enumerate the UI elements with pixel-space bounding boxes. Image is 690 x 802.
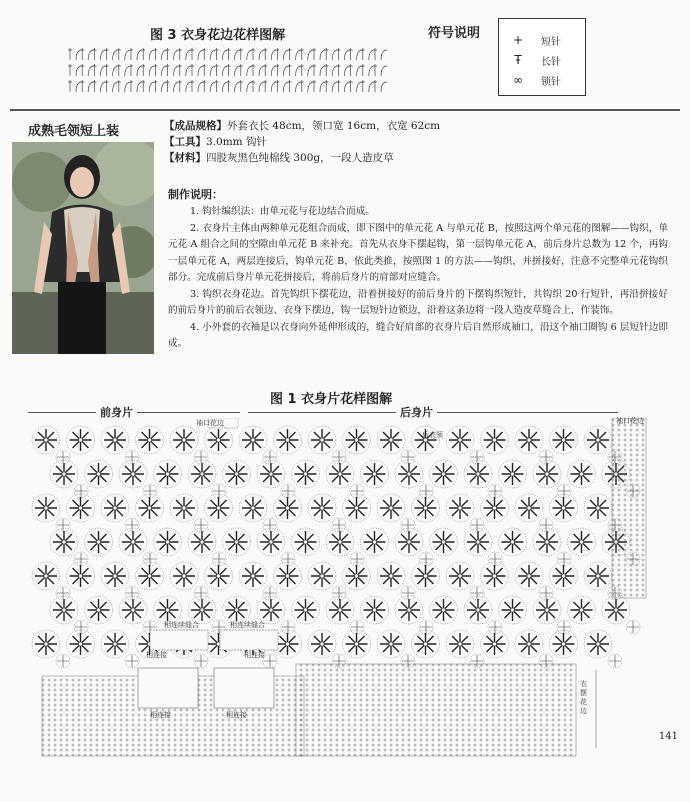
edging-stitch: [202, 48, 216, 60]
edging-stitch: [288, 48, 302, 60]
flower-motif: [550, 494, 578, 522]
filler-motif: [419, 552, 433, 566]
flower-motif: [361, 596, 389, 624]
filler-motif: [539, 586, 553, 600]
flower-motif: [533, 596, 561, 624]
filler-motif: [194, 654, 208, 668]
edging-stitch: [300, 64, 314, 76]
flower-motif: [499, 528, 527, 556]
cuff-edge-label-right: 袖口花边: [616, 417, 644, 425]
flower-motif: [154, 528, 182, 556]
filler-motif: [56, 450, 70, 464]
filler-motif: [488, 484, 502, 498]
flower-motif: [395, 460, 423, 488]
filler-motif: [125, 450, 139, 464]
flower-motif: [205, 562, 233, 590]
edging-stitch: [214, 64, 228, 76]
flower-motif: [308, 630, 336, 658]
edging-stitch: [275, 64, 289, 76]
flower-motif: [50, 460, 78, 488]
back-label: 后身片: [396, 404, 437, 420]
edging-stitch: [349, 48, 363, 60]
flower-motif: [223, 460, 251, 488]
spec-material: 【材料】四股灰黑色纯棉线 300g，一段人造皮草: [164, 152, 394, 164]
filler-motif: [539, 518, 553, 532]
connect-label: 相连接: [244, 651, 265, 659]
filler-motif: [56, 586, 70, 600]
flower-motif: [32, 426, 60, 454]
flower-motif: [568, 596, 596, 624]
flower-motif: [205, 494, 233, 522]
filler-motif: [263, 586, 277, 600]
edging-stitch: [178, 48, 192, 60]
edging-stitch: [336, 64, 350, 76]
instruction-paragraph: 1. 钩针编织法：由单元花与花边结合而成。: [190, 206, 375, 217]
filler-motif: [470, 518, 484, 532]
flower-motif: [568, 528, 596, 556]
filler-motif: [281, 552, 295, 566]
edging-stitch: [227, 48, 241, 60]
flower-motif: [602, 596, 630, 624]
edging-stitch: [324, 80, 338, 92]
filler-motif: [350, 484, 364, 498]
filler-motif: [332, 450, 346, 464]
edging-stitch: [275, 80, 289, 92]
flower-motif: [67, 426, 95, 454]
flower-motif: [584, 630, 612, 658]
flower-motif: [515, 630, 543, 658]
flower-motif: [188, 528, 216, 556]
flower-motif: [119, 528, 147, 556]
filler-motif: [401, 586, 415, 600]
edging-stitch: [239, 64, 253, 76]
flower-motif: [584, 562, 612, 590]
flower-motif: [377, 630, 405, 658]
edging-stitch: [141, 64, 155, 76]
edging-stitch: [349, 64, 363, 76]
edging-stitch: [178, 64, 192, 76]
flower-motif: [188, 460, 216, 488]
edging-stitch: [202, 80, 216, 92]
legend-row: [499, 33, 585, 51]
flower-motif: [464, 460, 492, 488]
flower-motif: [326, 596, 354, 624]
filler-motif: [125, 654, 139, 668]
flower-motif: [377, 562, 405, 590]
edging-stitch: [141, 48, 155, 60]
flower-motif: [223, 528, 251, 556]
section-divider: [10, 109, 680, 111]
filler-motif: [626, 620, 640, 634]
edging-stitch: [117, 48, 131, 60]
flower-motif: [343, 562, 371, 590]
flower-motif: [533, 528, 561, 556]
filler-motif: [401, 518, 415, 532]
edging-stitch: [92, 80, 106, 92]
legend-row: [499, 73, 585, 91]
edging-stitch: [373, 80, 387, 92]
join-seam-label: 相连续缝合: [164, 621, 199, 629]
edging-stitch: [275, 48, 289, 60]
edging-stitch: [190, 48, 204, 60]
flower-motif: [257, 460, 285, 488]
flower-motif: [464, 596, 492, 624]
filler-motif: [419, 484, 433, 498]
edging-stitch: [336, 80, 350, 92]
flower-motif: [308, 494, 336, 522]
flower-motif: [67, 494, 95, 522]
edging-stitch: [251, 64, 265, 76]
edging-stitch: [239, 48, 253, 60]
legend-label: 短针: [541, 37, 561, 48]
filler-motif: [212, 552, 226, 566]
filler-motif: [470, 586, 484, 600]
flower-motif: [67, 630, 95, 658]
figure3-title: 图 3 衣身花边花样图解: [150, 28, 286, 43]
flower-motif: [274, 562, 302, 590]
flower-motif: [515, 494, 543, 522]
flower-motif: [326, 460, 354, 488]
edging-stitch: [117, 64, 131, 76]
flower-motif: [32, 630, 60, 658]
flower-motif: [481, 426, 509, 454]
join-seam-label: 相连续缝合: [230, 621, 265, 629]
flower-motif: [464, 528, 492, 556]
flower-motif: [412, 562, 440, 590]
filler-motif: [143, 484, 157, 498]
flower-motif: [430, 528, 458, 556]
page-number: 141: [658, 731, 678, 742]
edging-stitch: [288, 64, 302, 76]
filler-motif: [263, 518, 277, 532]
flower-motif: [101, 630, 129, 658]
edging-stitch: [361, 80, 375, 92]
flower-motif: [481, 562, 509, 590]
flower-motif: [361, 528, 389, 556]
flower-motif: [412, 630, 440, 658]
t-symbol-icon: Ŧ: [514, 53, 522, 67]
edging-stitch: [373, 48, 387, 60]
legend-row: [499, 53, 585, 71]
edging-stitch: [129, 80, 143, 92]
edging-stitch: [117, 80, 131, 92]
spec-size: 【成品规格】外套衣长 48cm，领口宽 16cm，衣宽 62cm: [164, 120, 441, 132]
flower-motif: [343, 494, 371, 522]
flower-motif: [50, 528, 78, 556]
flower-motif: [533, 460, 561, 488]
flower-motif: [239, 426, 267, 454]
instruction-paragraph: 3. 钩织衣身花边。首先钩织下摆花边，沿着拼接好的前后身片的下摆钩织短针，共钩织 20 行短针，再沿拼接好的前后身片的前后衣领边、衣身下摆边，钩一层短针边锁边，沿着这条边将一段人造皮草缝合上，作装饰。: [168, 288, 668, 316]
flower-motif: [361, 460, 389, 488]
filler-motif: [125, 518, 139, 532]
front-label: 前身片: [96, 404, 137, 420]
edging-stitch: [263, 48, 277, 60]
filler-motif: [74, 552, 88, 566]
edging-stitch: [214, 48, 228, 60]
flower-motif: [136, 562, 164, 590]
flower-motif: [481, 494, 509, 522]
edging-stitch: [153, 48, 167, 60]
filler-motif: [488, 620, 502, 634]
filler-motif: [56, 518, 70, 532]
edging-stitch: [214, 80, 228, 92]
back-collar-label: 后衣领: [422, 431, 443, 439]
flower-motif: [430, 460, 458, 488]
edging-stitch: [361, 64, 375, 76]
flower-motif: [343, 630, 371, 658]
connect-label: 相连接: [146, 651, 167, 659]
flower-motif: [292, 528, 320, 556]
flower-motif: [257, 528, 285, 556]
flower-motif: [67, 562, 95, 590]
edging-stitch: [349, 80, 363, 92]
edging-stitch: [312, 64, 326, 76]
edging-stitch: [324, 48, 338, 60]
flower-motif: [584, 426, 612, 454]
legend-label: 锁针: [541, 77, 561, 88]
edging-stitch: [263, 80, 277, 92]
filler-motif: [194, 450, 208, 464]
filler-motif: [143, 552, 157, 566]
flower-motif: [292, 596, 320, 624]
edging-stitch: [300, 48, 314, 60]
flower-motif: [101, 562, 129, 590]
legend-title: 符号说明: [428, 26, 481, 41]
edging-stitch: [166, 64, 180, 76]
flower-motif: [85, 596, 113, 624]
filler-motif: [608, 654, 622, 668]
edging-stitch: [227, 64, 241, 76]
edging-stitch: [263, 64, 277, 76]
flower-motif: [154, 460, 182, 488]
filler-motif: [332, 586, 346, 600]
filler-motif: [74, 484, 88, 498]
filler-motif: [263, 450, 277, 464]
filler-motif: [125, 586, 139, 600]
edging-stitch: [141, 80, 155, 92]
edging-stitch: [251, 80, 265, 92]
edging-stitch: [190, 80, 204, 92]
edging-stitch: [190, 64, 204, 76]
edging-stitch: [202, 64, 216, 76]
edging-stitch: [68, 64, 82, 76]
filler-motif: [194, 518, 208, 532]
hem-edge-label: 衣摆花边: [580, 680, 587, 715]
instructions-body: [168, 204, 668, 353]
filler-motif: [194, 586, 208, 600]
edging-stitch: [68, 48, 82, 60]
edging-stitch: [336, 48, 350, 60]
edging-stitch: [153, 80, 167, 92]
spec-list: [164, 118, 674, 166]
flower-motif: [377, 494, 405, 522]
flower-motif: [499, 596, 527, 624]
flower-motif: [50, 596, 78, 624]
filler-motif: [419, 620, 433, 634]
edging-stitch: [300, 80, 314, 92]
flower-motif: [170, 562, 198, 590]
flower-motif: [239, 562, 267, 590]
flower-motif: [446, 562, 474, 590]
flower-motif: [515, 426, 543, 454]
flower-motif: [430, 596, 458, 624]
instruction-paragraph: 4. 小外套的衣袖是以衣身向外延伸形成的，缝合好肩部的衣身片后自然形成袖口，沿这个袖口圈钩 6 层短针边即成。: [168, 321, 668, 349]
edging-stitch: [251, 48, 265, 60]
flower-motif: [499, 460, 527, 488]
flower-motif: [205, 426, 233, 454]
flower-motif: [119, 460, 147, 488]
edging-stitch: [129, 48, 143, 60]
flower-motif: [32, 562, 60, 590]
flower-motif: [550, 630, 578, 658]
flower-motif: [85, 528, 113, 556]
edging-stitch: [178, 80, 192, 92]
edging-stitch: [92, 64, 106, 76]
edging-stitch: [80, 80, 94, 92]
filler-motif: [557, 484, 571, 498]
filler-motif: [557, 552, 571, 566]
filler-motif: [263, 654, 277, 668]
flower-motif: [308, 426, 336, 454]
instruction-paragraph: 2. 衣身片主体由两种单元花组合而成，即下图中的单元花 A 与单元花 B，按照这两个单元花的图解——钩织，单元花 A 组合之间的空隙由单元花 B 来补充。首先从衣身下摆起钩，第一层钩单元花 A，前后身片总数为 12 个，再钩一层单元花 A，两层连接后，钩单元花 B，依此类推，按照图 1 的方法——钩织，并拼接好，注意不完整单元花钩织部分。完成前后身片单元花拼接后，将前后身片的肩部对应缝合。: [168, 222, 668, 283]
edging-stitch: [288, 80, 302, 92]
flower-motif: [32, 494, 60, 522]
instructions-heading: 制作说明：: [168, 188, 223, 201]
connect-label: 相连接: [226, 711, 247, 719]
flower-motif: [274, 426, 302, 454]
flower-motif: [170, 426, 198, 454]
edging-stitch: [324, 64, 338, 76]
flower-motif: [395, 596, 423, 624]
flower-motif: [239, 494, 267, 522]
flower-motif: [85, 460, 113, 488]
flower-motif: [515, 562, 543, 590]
filler-motif: [74, 620, 88, 634]
edging-stitch: [227, 80, 241, 92]
project-title: 成熟毛领短上装: [28, 124, 120, 139]
flower-motif: [446, 494, 474, 522]
filler-motif: [281, 620, 295, 634]
figure1-title: 图 1 衣身片花样图解: [270, 392, 393, 407]
flower-motif: [136, 426, 164, 454]
filler-motif: [212, 484, 226, 498]
flower-motif: [274, 494, 302, 522]
edging-stitch: [373, 64, 387, 76]
cuff-edge-label-left: 袖口花边: [196, 419, 224, 427]
edging-stitch: [166, 80, 180, 92]
flower-motif: [395, 528, 423, 556]
model-photo: [12, 142, 154, 354]
edging-chart: [66, 44, 390, 96]
edging-stitch: [361, 48, 375, 60]
edging-stitch: [239, 80, 253, 92]
filler-motif: [470, 450, 484, 464]
flower-motif: [550, 562, 578, 590]
filler-motif: [56, 654, 70, 668]
flower-motif: [550, 426, 578, 454]
filler-motif: [539, 450, 553, 464]
edging-stitch: [312, 80, 326, 92]
spec-tool: 【工具】3.0mm 钩针: [164, 136, 267, 148]
edging-stitch: [153, 64, 167, 76]
legend-box: [498, 18, 586, 96]
flower-motif: [101, 426, 129, 454]
filler-motif: [350, 552, 364, 566]
flower-motif: [377, 426, 405, 454]
flower-motif: [326, 528, 354, 556]
flower-motif: [136, 494, 164, 522]
filler-motif: [332, 518, 346, 532]
edging-stitch: [92, 48, 106, 60]
edging-stitch: [105, 64, 119, 76]
chain-symbol-icon: ∞: [513, 73, 523, 87]
edging-stitch: [105, 48, 119, 60]
edging-stitch: [129, 64, 143, 76]
edging-stitch: [68, 80, 82, 92]
flower-motif: [101, 494, 129, 522]
filler-motif: [401, 450, 415, 464]
edging-stitch: [312, 48, 326, 60]
plus-symbol-icon: +: [512, 33, 524, 47]
edging-stitch: [105, 80, 119, 92]
flower-motif: [446, 426, 474, 454]
filler-motif: [488, 552, 502, 566]
connect-label: 相连接: [150, 711, 171, 719]
filler-motif: [557, 620, 571, 634]
edging-stitch: [166, 48, 180, 60]
flower-motif: [481, 630, 509, 658]
flower-motif: [343, 426, 371, 454]
flower-motif: [446, 630, 474, 658]
edging-stitch: [80, 48, 94, 60]
filler-motif: [350, 620, 364, 634]
flower-motif: [292, 460, 320, 488]
flower-motif: [170, 494, 198, 522]
flower-motif: [119, 596, 147, 624]
flower-motif: [308, 562, 336, 590]
flower-motif: [568, 460, 596, 488]
edging-stitch: [80, 64, 94, 76]
legend-label: 长针: [541, 57, 561, 68]
flower-motif: [584, 494, 612, 522]
body-pattern-chart: [28, 418, 648, 758]
flower-motif: [412, 494, 440, 522]
filler-motif: [281, 484, 295, 498]
